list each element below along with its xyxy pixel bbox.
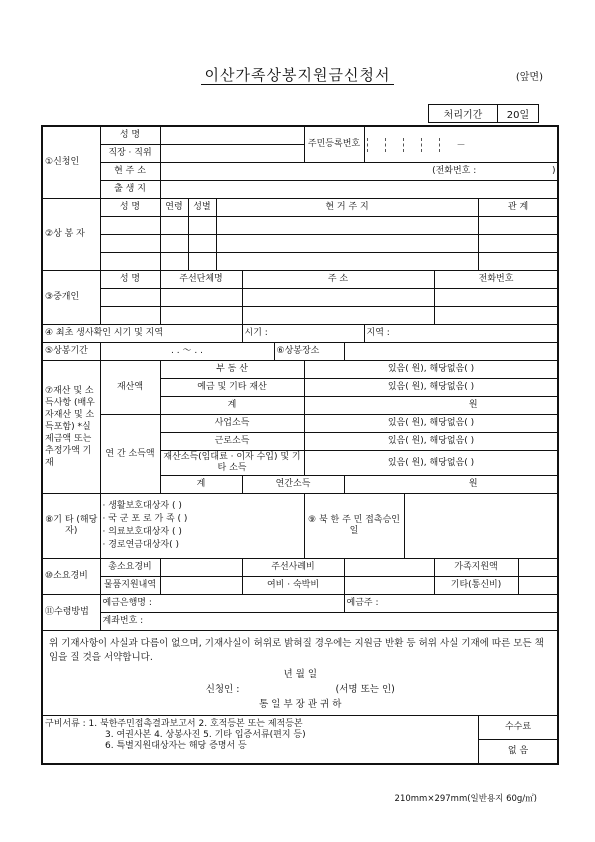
total-cost-label: 총소요경비 (100, 559, 160, 577)
broker-fee-label: 주선사례비 (242, 559, 344, 577)
front-side-label: (앞면) (515, 72, 543, 83)
travel-cost-label: 여비 · 숙박비 (242, 577, 344, 595)
etc-cost-label: 기타(통신비) (434, 577, 518, 595)
last-confirm-time[interactable]: 시기 : (242, 325, 364, 343)
reunion-place-label: ⑥상봉장소 (274, 343, 344, 361)
costs-section: ⑩소요경비 (42, 559, 100, 595)
reunion-name-header: 성 명 (100, 199, 160, 217)
income-total-label: 계 (160, 476, 242, 494)
earned-income-label: 근로소득 (160, 433, 304, 451)
processing-label: 처리기간 (429, 105, 498, 122)
property-income-label: 재산소득(임대료 · 이자 수입) 및 기타 소득 (160, 451, 304, 476)
real-estate-label: 부 동 산 (160, 361, 304, 379)
annual-income-sub-label: 연간소득 (242, 476, 344, 494)
fee-label: 수수료 (478, 716, 558, 740)
reunion-address-header: 현 거 주 지 (216, 199, 478, 217)
processing-period-box (428, 104, 539, 123)
asset-amount-label: 재산액 (100, 361, 160, 415)
applicant-name-label: 성 명 (100, 126, 160, 145)
resident-id-field[interactable] (364, 126, 558, 163)
application-form (41, 125, 559, 765)
broker-name-header: 성 명 (100, 271, 160, 289)
other-item[interactable]: · 생활보호대상자 ( ) (102, 501, 182, 511)
property-income-field[interactable]: 있음( 원), 해당없음( ) (304, 451, 558, 476)
signer-label: 신청인 : (205, 683, 240, 695)
fee-value: 없 음 (478, 739, 558, 764)
deposit-label: 예금 및 기타 재산 (160, 379, 304, 397)
pledge-signer[interactable] (43, 682, 558, 697)
reunion-age-header: 연령 (160, 199, 188, 217)
applicant-phone-label: (전화번호 : (432, 166, 477, 176)
business-income-field[interactable]: 있음( 원), 해당없음( ) (304, 415, 558, 433)
reunion-period-label: ⑤상봉기간 (42, 343, 100, 361)
business-income-label: 사업소득 (160, 415, 304, 433)
documents-line: 3. 여권사본 4. 상봉사진 5. 기타 입증서류(편지 등) (105, 730, 306, 740)
broker-fee-field[interactable] (344, 559, 434, 577)
last-confirm-label: ④ 최초 생사확인 시기 및 지역 (42, 325, 242, 343)
broker-address-header: 주 소 (242, 271, 434, 289)
reunion-relation-header: 관 계 (478, 199, 558, 217)
pledge-text: 위 기재사항이 사실과 다름이 없으며, 기재사실이 허위로 밝혀질 경우에는 지원금 반환 등 허위 사실 기재에 따른 모든 책임을 질 것을 서약합니다. (49, 637, 544, 663)
applicant-address-field[interactable]: (전화번호 : ) (160, 163, 558, 181)
family-support-label: 가족지원액 (434, 559, 518, 577)
documents-label: 구비서류 : (45, 719, 86, 729)
applicant-name-field[interactable] (160, 126, 304, 145)
reunion-period-field[interactable]: . . ～ . . (100, 343, 274, 361)
paper-size-note: 210mm×297mm(일반용지 60g/㎡) (394, 794, 537, 804)
reunion-place-field[interactable] (344, 343, 558, 361)
reunion-sex-header: 성별 (188, 199, 216, 217)
other-section: ⑧기 타 (해당자) (42, 494, 100, 559)
applicant-birthplace-field[interactable] (160, 181, 558, 199)
asset-total-field[interactable]: 원 (304, 397, 558, 415)
other-item[interactable]: · 의료보호대상자 ( ) (102, 527, 182, 537)
last-confirm-region[interactable]: 지역 : (364, 325, 558, 343)
earned-income-field[interactable]: 있음( 원), 해당없음( ) (304, 433, 558, 451)
deposit-field[interactable]: 있음( 원), 해당없음( ) (304, 379, 558, 397)
family-support-field[interactable] (518, 559, 558, 577)
broker-phone-header: 전화번호 (434, 271, 558, 289)
broker-org-header: 주선단체명 (160, 271, 242, 289)
real-estate-field[interactable]: 있음( 원), 해당없음( ) (304, 361, 558, 379)
account-holder-field[interactable]: 예금주 : (344, 595, 558, 613)
gift-label: 물품지원내역 (100, 577, 160, 595)
form-title: 이산가족상봉지원금신청서 (0, 64, 595, 85)
gift-field[interactable] (160, 577, 242, 595)
required-documents (42, 716, 478, 765)
applicant-section: ①신청인 (42, 126, 100, 199)
etc-cost-field[interactable] (518, 577, 558, 595)
reunion-person-section: ②상 봉 자 (42, 199, 100, 271)
applicant-job-field[interactable] (160, 145, 304, 163)
travel-cost-field[interactable] (344, 577, 434, 595)
applicant-birthplace-label: 출 생 지 (100, 181, 160, 199)
pledge-date[interactable]: 년 월 일 (283, 668, 318, 680)
income-total-field[interactable]: 원 (344, 476, 558, 494)
account-number-field[interactable]: 계좌번호 : (100, 613, 558, 631)
processing-value: 20일 (506, 110, 530, 121)
broker-section: ③중개인 (42, 271, 100, 325)
bank-name-field[interactable]: 예금은행명 : (100, 595, 344, 613)
other-item[interactable]: · 경로연금대상자( ) (102, 540, 179, 550)
assets-section: ⑦재산 및 소득사항 (배우자재산 및 소득포함) *실제금액 또는 추정가액 기재 (42, 361, 100, 494)
annual-income-label: 연 간 소득액 (100, 415, 160, 494)
addressee: 통 일 부 장 관 귀 하 (259, 698, 342, 710)
nk-contact-approval-field[interactable] (404, 494, 558, 559)
pledge-block (42, 631, 558, 716)
resident-id-label: 주민등록번호 (304, 126, 364, 163)
sign-note: (서명 또는 인) (335, 683, 395, 695)
other-items (100, 494, 304, 559)
nk-contact-approval-label: ⑨ 북 한 주 민 접촉승인일 (304, 494, 404, 559)
other-item[interactable]: · 국 군 포 로 가 족 ( ) (102, 514, 188, 524)
total-cost-field[interactable] (160, 559, 242, 577)
asset-total-label: 계 (160, 397, 304, 415)
applicant-job-label: 직장 · 직위 (100, 145, 160, 163)
receipt-section: ⑪수령방법 (42, 595, 100, 631)
documents-line: 1. 북한주민접촉결과보고서 2. 호적등본 또는 제적등본 (88, 719, 303, 729)
id-dash: － (456, 140, 466, 150)
applicant-address-label: 현 주 소 (100, 163, 160, 181)
documents-line: 6. 특별지원대상자는 해당 증명서 등 (105, 741, 247, 751)
